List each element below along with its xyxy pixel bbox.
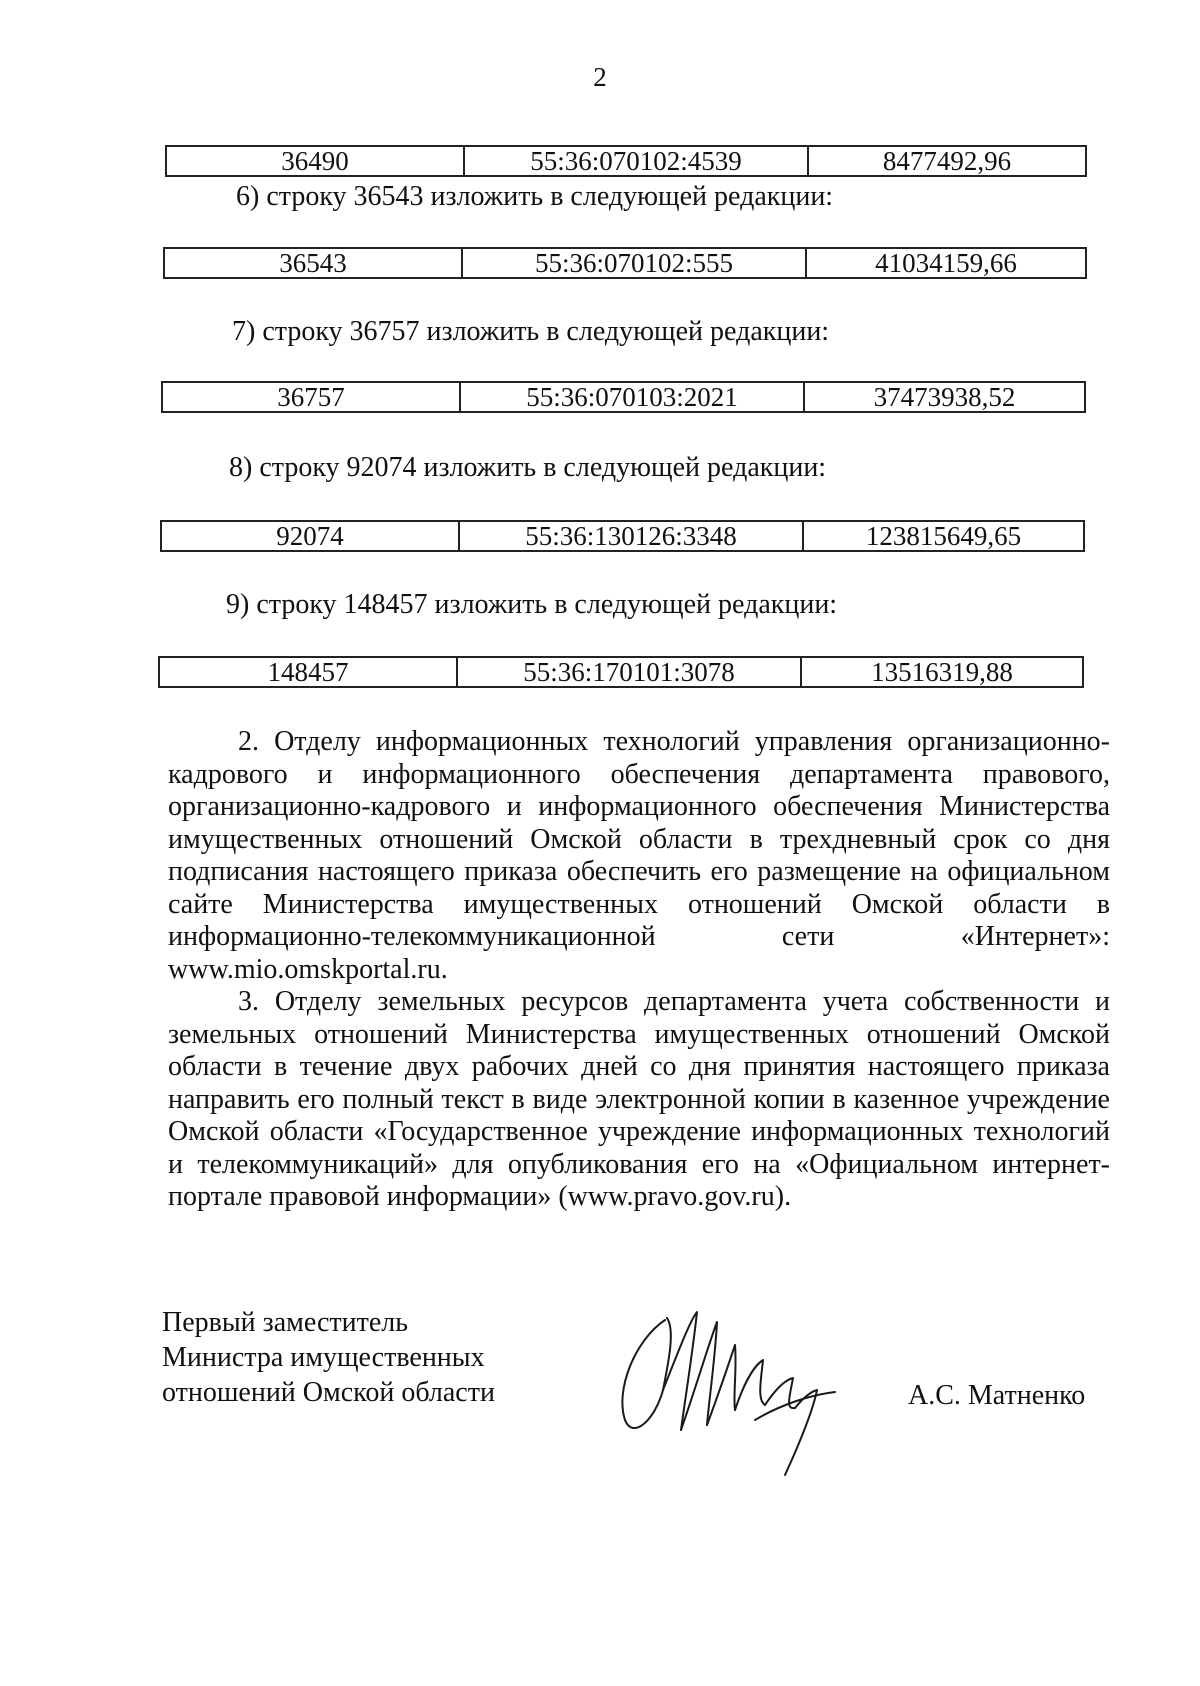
page-number: 2 xyxy=(593,62,607,92)
handwritten-signature xyxy=(605,1300,855,1480)
row-number-cell: 36543 xyxy=(165,249,463,277)
cadastral-value-cell: 37473938,52 xyxy=(873,381,1016,412)
table-row xyxy=(163,247,1087,279)
instruction-9: 9) строку 148457 изложить в следующей редакции: xyxy=(226,589,838,620)
cadastral-value-cell: 8477492,96 xyxy=(882,145,1012,176)
paragraph-3 xyxy=(168,986,1110,1214)
signatory-title-line2: Министра имущественных xyxy=(162,1342,485,1373)
cadastral-number-cell: 55:36:130126:3348 xyxy=(460,522,804,550)
table-row xyxy=(165,145,1087,177)
signatory-title-line3: отношений Омской области xyxy=(162,1377,495,1408)
instruction-8: 8) строку 92074 изложить в следующей редакции: xyxy=(229,452,827,483)
table-row xyxy=(161,381,1086,413)
row-number-cell: 148457 xyxy=(160,658,458,686)
instruction-6: 6) строку 36543 изложить в следующей редакции: xyxy=(236,181,834,212)
signatory-name: А.С. Матненко xyxy=(908,1380,1086,1411)
cadastral-number-cell: 55:36:070103:2021 xyxy=(461,383,805,411)
table-row xyxy=(160,520,1085,552)
paragraph-2 xyxy=(168,726,1110,986)
signatory-title-line1: Первый заместитель xyxy=(162,1307,409,1338)
cadastral-value-cell: 123815649,65 xyxy=(865,520,1022,551)
cadastral-number-cell: 55:36:070102:4539 xyxy=(465,147,809,175)
signatory-title xyxy=(162,1305,495,1410)
paragraph-2-text: 2. Отделу информационных технологий управления организационно-кадрового и информационного обеспечения департамента правового, организационно-кадрового и информационного обеспечения Министерства имущественных отношений Омской области в трехдневный срок со дня подписания настоящего приказа обеспечить его размещение на официальном сайте Министерства имущественных отношений Омской области в информационно-телекоммуникационной сети «Интернет»: www.mio.omskportal.ru. xyxy=(168,726,1110,985)
row-number-cell: 92074 xyxy=(162,522,460,550)
paragraph-3-text: 3. Отделу земельных ресурсов департамента учета собственности и земельных отношений Министерства имущественных отношений Омской области в течение двух рабочих дней со дня принятия настоящего приказа направить его полный текст в виде электронной копии в казенное учреждение Омской области «Государственное учреждение информационных технологий и телекоммуникаций» для опубликования его на «Официальном интернет-портале правовой информации» (www.pravo.gov.ru). xyxy=(168,986,1110,1212)
cadastral-value-cell: 41034159,66 xyxy=(875,247,1017,278)
cadastral-value-cell: 13516319,88 xyxy=(871,656,1013,687)
instruction-7: 7) строку 36757 изложить в следующей редакции: xyxy=(232,316,830,347)
cadastral-number-cell: 55:36:070102:555 xyxy=(463,249,807,277)
row-number-cell: 36757 xyxy=(163,383,461,411)
cadastral-number-cell: 55:36:170101:3078 xyxy=(458,658,802,686)
row-number-cell: 36490 xyxy=(167,147,465,175)
table-row xyxy=(158,656,1084,688)
